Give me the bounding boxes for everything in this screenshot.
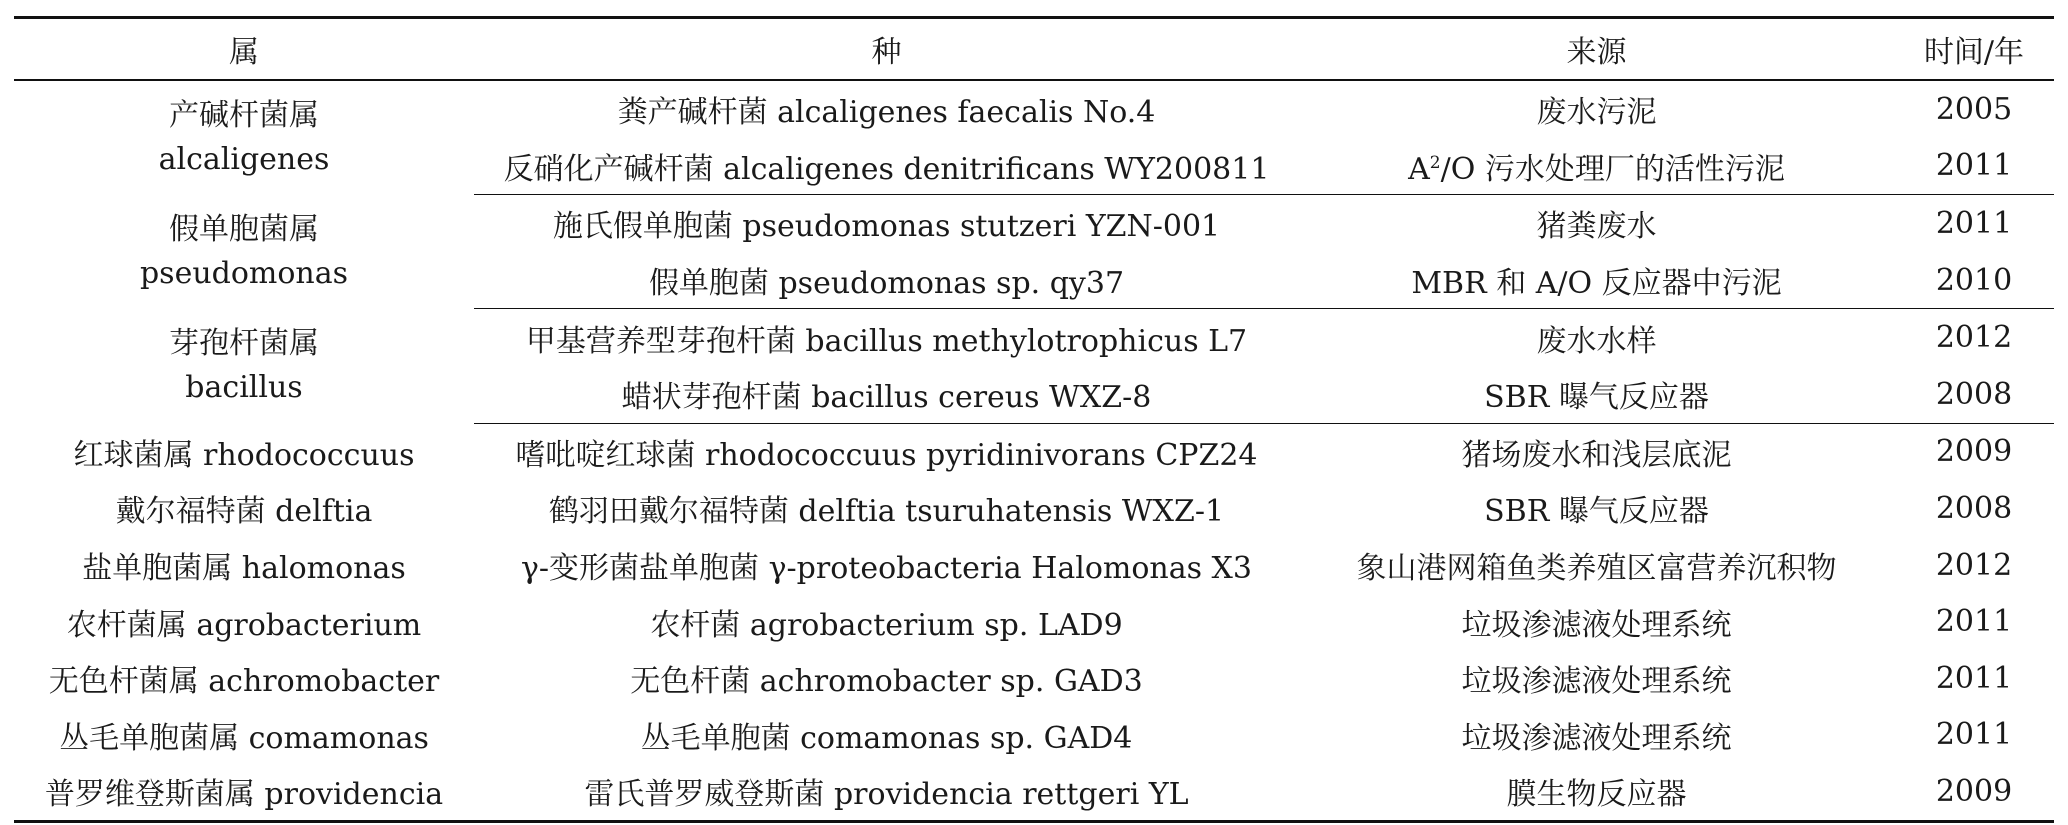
species-cell: 雷氏普罗威登斯菌 providencia rettgeri YL <box>474 763 1299 821</box>
year-cell: 2009 <box>1894 763 2054 821</box>
table-row <box>14 707 2054 764</box>
header-species: 种 <box>474 18 1299 81</box>
genus-en: alcaligenes <box>158 141 330 177</box>
genus-cell: 无色杆菌属 achromobacter <box>48 664 440 700</box>
year-cell: 2011 <box>1935 148 2013 184</box>
source-cell: 猪场废水和浅层底泥 <box>1299 423 1894 480</box>
genus-cell <box>14 195 474 309</box>
species-cell: 反硝化产碱杆菌 alcaligenes denitrificans WY200811 <box>503 151 1270 187</box>
species-cell: γ-变形菌盐单胞菌 γ-proteobacteria Halomonas X3 <box>520 551 1252 587</box>
header-row <box>14 18 2054 81</box>
year-cell: 2008 <box>1935 490 2013 526</box>
year-cell: 2012 <box>1894 309 2054 366</box>
year-cell: 2008 <box>1935 376 2013 412</box>
source-cell: SBR 曝气反应器 <box>1484 380 1709 416</box>
source-cell: 象山港网箱鱼类养殖区富营养沉积物 <box>1356 551 1837 587</box>
table-row <box>14 537 2054 594</box>
source-cell: 垃圾渗滤液处理系统 <box>1461 607 1732 643</box>
species-cell: 粪产碱杆菌 alcaligenes faecalis No.4 <box>617 95 1156 131</box>
source-superscript: 2 <box>1429 152 1441 173</box>
species-cell: 无色杆菌 achromobacter sp. GAD3 <box>630 664 1143 700</box>
species-cell: 农杆菌 agrobacterium sp. LAD9 <box>650 607 1123 643</box>
genus-cell: 农杆菌属 agrobacterium <box>66 607 422 643</box>
species-cell: 嗜吡啶红球菌 rhodococcuus pyridinivorans CPZ24 <box>474 423 1299 480</box>
bacteria-table <box>14 16 2054 823</box>
species-cell: 施氏假单胞菌 pseudomonas stutzeri YZN-001 <box>474 195 1299 252</box>
species-cell: 鹤羽田戴尔福特菌 delftia tsuruhatensis WXZ-1 <box>548 494 1225 530</box>
source-cell: 垃圾渗滤液处理系统 <box>1461 664 1732 700</box>
table-row <box>14 195 2054 252</box>
bacteria-table-container <box>14 16 2054 823</box>
year-cell: 2011 <box>1935 660 2013 696</box>
table-row <box>14 763 2054 821</box>
table-row <box>14 80 2054 138</box>
table-row <box>14 480 2054 537</box>
table-header <box>14 18 2054 81</box>
header-source: 来源 <box>1299 18 1894 81</box>
genus-cell: 普罗维登斯菌属 providencia <box>14 763 474 821</box>
genus-cn: 产碱杆菌属 <box>169 97 319 133</box>
year-cell: 2012 <box>1935 547 2013 583</box>
table-row <box>14 593 2054 650</box>
header-year: 时间/年 <box>1894 18 2054 81</box>
genus-cell: 盐单胞菌属 halomonas <box>82 551 406 587</box>
source-text-pre: A <box>1408 151 1430 187</box>
species-cell: 蜡状芽孢杆菌 bacillus cereus WXZ-8 <box>621 380 1152 416</box>
genus-cell <box>14 309 474 423</box>
genus-en: bacillus <box>185 369 303 405</box>
table-row <box>14 309 2054 366</box>
species-cell: 甲基营养型芽孢杆菌 bacillus methylotrophicus L7 <box>474 309 1299 366</box>
genus-cn: 假单胞菌属 <box>169 211 319 247</box>
source-text-post: /O 污水处理厂的活性污泥 <box>1440 151 1785 187</box>
source-cell: 垃圾渗滤液处理系统 <box>1461 720 1732 756</box>
source-cell: 猪粪废水 <box>1299 195 1894 252</box>
genus-en: pseudomonas <box>139 255 349 291</box>
source-cell: 废水污泥 <box>1536 95 1657 131</box>
genus-cell <box>14 80 474 195</box>
year-cell: 2011 <box>1935 604 2013 640</box>
source-cell: 膜生物反应器 <box>1299 763 1894 821</box>
genus-cell: 丛毛单胞菌属 comamonas <box>59 720 429 756</box>
source-cell <box>1299 138 1894 195</box>
species-cell: 丛毛单胞菌 comamonas sp. GAD4 <box>640 720 1133 756</box>
genus-cell: 戴尔福特菌 delftia <box>115 494 373 530</box>
year-cell: 2010 <box>1935 262 2013 298</box>
table-row <box>14 650 2054 707</box>
header-genus: 属 <box>14 18 474 81</box>
year-cell: 2005 <box>1935 91 2013 127</box>
table-row <box>14 423 2054 480</box>
genus-cell: 红球菌属 rhodococcuus <box>73 437 415 473</box>
table-body <box>14 80 2054 821</box>
species-cell: 假单胞菌 pseudomonas sp. qy37 <box>648 266 1125 302</box>
year-cell: 2011 <box>1935 717 2013 753</box>
source-cell: MBR 和 A/O 反应器中污泥 <box>1411 266 1782 302</box>
genus-cn: 芽孢杆菌属 <box>169 325 319 361</box>
year-cell: 2009 <box>1894 423 2054 480</box>
source-cell: SBR 曝气反应器 <box>1484 494 1709 530</box>
year-cell: 2011 <box>1894 195 2054 252</box>
source-cell: 废水水样 <box>1299 309 1894 366</box>
